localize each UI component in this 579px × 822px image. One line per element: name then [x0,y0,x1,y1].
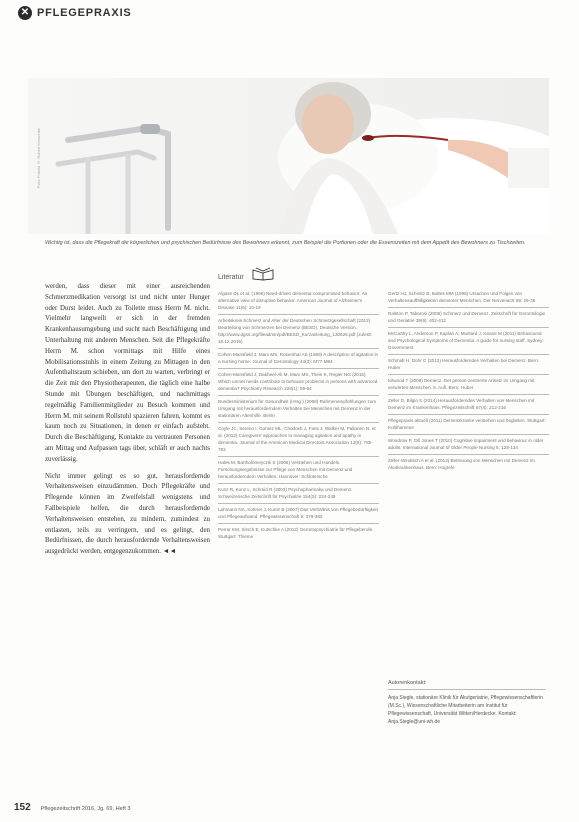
literature-reference: Bundesministerium für Gesundheit (Hrsg.) (2006) Rahmenempfehlungen zum Umgang mit herausforderndem Verhalten bei Menschen mit Demenz in der stationären Altenhilfe. Berlin [218,396,379,423]
body-text-column [45,282,210,564]
literature-reference: Algase DL et al. (1996) Need-driven dementia-compromised behavior: An alternative view of disruptive behavior. American Journal of Alzheimer's Disease 11(6): 10-19 [218,288,379,315]
x-logo-icon: ✕ [18,6,32,20]
open-book-icon [252,267,274,281]
section-header [18,6,132,20]
author-contact-box [388,678,546,726]
literature-reference: Kitwood T (2008) Demenz. Der person-zentrierte Ansatz im Umgang mit verwirrten Menschen. 5. Aufl. Bern: Huber [388,375,549,395]
literature-reference: Lahmann NA, Kottner J, Kuntz B (2007) Das Verhältnis von Pflegebedürftigkeit und Pflegeaufwand. Pflegewissenschaft 9: 379-383 [218,504,379,524]
page-number: 152 [14,802,31,813]
literature-reference: Halek M, Bartholomeyczik S (2006) Verstehen und Handeln. Forschungsergebnisse zur Pflege von Menschen mit Demenz und herausforderndem Verhalten. Hannover: Schlütersche [218,457,379,484]
photo-caption: Wichtig ist, dass die Pflegekraft die körperlichen und psychischen Bedürfnisse des Bewohners erkennt, zum Beispiel die Portionen oder die Essenszeiten mit dem Appetit des Bewohners zu Tischzeiten. [45,240,526,246]
journal-reference: Pflegezeitschrift 2016, Jg. 69, Heft 3 [40,806,131,812]
literature-reference: Zeller-Windisch A et al. (2012) Betreuung von Menschen mit Demenz im Akutkrankenhaus. Bern: Hogrefe [388,458,535,470]
page-footer [14,802,131,813]
author-contact-text: Anja Siegle, stationäre Klinik für Akutgeriatrie, Pflegewissenschaftlerin (M.Sc.), Wissenschaftliche Mitarbeiterin am Institut für Pflegewissenschaft, Universität Witten/Herdecke. Kontakt: Anja.Siegle@uni-wh.de [388,695,543,725]
literature-reference: Gertz HJ, Schmitz B, Baltes MM (1998) Ursachen und Folgen von Verhaltensauffälligkeiten dementer Menschen. Der Nervenarzt 69: 29-36 [388,288,549,308]
literature-reference: Perrar KM, Sirsch E, Kutschke A (2012) Gerontopsychiatrie für Pflegeberufe. Stuttgart: Thieme [218,527,374,539]
literature-column-left [218,288,379,543]
article-photo [28,78,549,234]
literature-heading [218,267,378,281]
photo-illustration [28,78,549,234]
literature-reference: Cohen-Mansfield J, Dakheel-Ali M, Marx MS, Thein K, Regier NG (2015) Which unmet needs contribute to behavior problems in persons with advanced dementia? Psychiatry Research 228(1): 59-64 [218,369,379,396]
literature-reference: Arbeitskreis Schmerz und Alter der Deutschen Schmerzgesellschaft (2012) Beurteilung von Schmerzen bei Demenz (BESD). Deutsche Version. http://www.dgss.org/fileadmin/pdf/BESD_Kurzanleitung_130626.pdf (zuletzt 18.12.2015) [218,315,379,349]
photo-credit: Foto: Fotolia © Robert Kneschke [36,128,41,189]
literature-title: Literatur [218,274,244,281]
literature-reference: Coyle JC, Sereno I, Gomez ML, Chodosh J, Faris J, Walker M, Pallanen N, et al. (2012) Caregivers' approaches to managing agitation and apathy in dementia. Journal of the American Medical Directors Association 13(9): 785-792 [218,423,379,457]
author-contact-title: Autorenkontakt: [388,678,546,690]
literature-reference: McCarthy L, Anderson P, Kaplan A, Mustard J, Keane M (2011) Behavioural and Psychological Symptoms of Dementia. A guide for nursing staff. Sydney: Government [388,328,549,355]
literature-reference: Woodrow P, Gill Jones T (2010) Cognitive impairment and behaviour in older adults. International Journal of Older People Nursing 5: 128-134 [388,435,549,455]
literature-reference: Ralston P, Tabarosi (2006) Schmerz und Demenz. Zeitschrift für Gerontologie und Geriatrie 39(6): 402-412 [388,308,549,328]
literature-reference: Pflegepraxis aktuell (2011) Demenzkranke verstehen und begleiten. Stuttgart: Kohlhammer [388,415,549,435]
body-paragraph: Nicht immer gelingt es so gut, herausfordernde Verhaltensweisen einzudämmen. Doch Pflegekräfte und Pflegende können im Zweifelsfall wenigstens und Fallbeispiele helfen, die durch herausfordernde Verhaltensweisen entstehen, zu mindern, zumindest zu entlasten, teils zu verringern, und es gelingt, den Bedürfnissen, die durch herausfordernde Verhaltensweisen ausgedrückt werden, entgegenzukommen. ◄◄ [45,472,210,556]
literature-reference: Cohen-Mansfield J, Marx MS, Rosenthal AS (1989) A description of agitation in a nursing home. Journal of Gerontology 44(3): M77-M84 [218,349,379,369]
section-label: PFLEGEPRAXIS [37,7,132,19]
literature-reference: Schmidt H, Dohr C (2013) Herausforderndes Verhalten bei Demenz. Bern: Huber [388,355,549,375]
literature-column-right [388,288,549,474]
body-paragraph: werden, dass dieser mit einer ausreichenden Schmerzmedikation versorgt ist und nicht unter Hunger oder Durst leidet. Auch zu Toilette muss Herrn M. nicht. Vielmehr langweilt er sich in der fremden Krankenhausumgebung und sucht nach Beschäftigung und Unterhaltung mit anderen Menschen. Seit die Pflegekräfte Herrn M. schon vormittags mit Hilfe eines Mobilisationsstuhls in einem Zeitung zu Mittagen in den Aufenthaltsraum schieben, um dort zu warten, verbringt er die Zeit mit den Physiotherapeuten, die täglich eine halbe Stunde mit Übungen beschäftigen, und nachmittags regelmäßig Familienmitglieder zu Besuch kommen und Herrn M. mit seinem Rollstuhl spazieren fahren, kommt es kaum noch zu Situationen, in denen er einfach aufsteht. Durch die Beschäftigung, Kontakte zu vertrauten Personen am Mittag und Aufpassen tags über, schläft er auch nachts zuverlässig. [45,283,210,463]
literature-reference: Zeller D, Bilgin S (2014) Herausforderndes Verhalten von Menschen mit Demenz im Krankenhaus. Pflegezeitschrift 67(4): 212-216 [388,395,549,415]
literature-reference: Kunz R, Kunz L, Schmid R (2003) Psychopharmaka und Demenz. Schweizerische Zeitschrift für Psychiatrie 154(5): 234-248 [218,484,379,504]
